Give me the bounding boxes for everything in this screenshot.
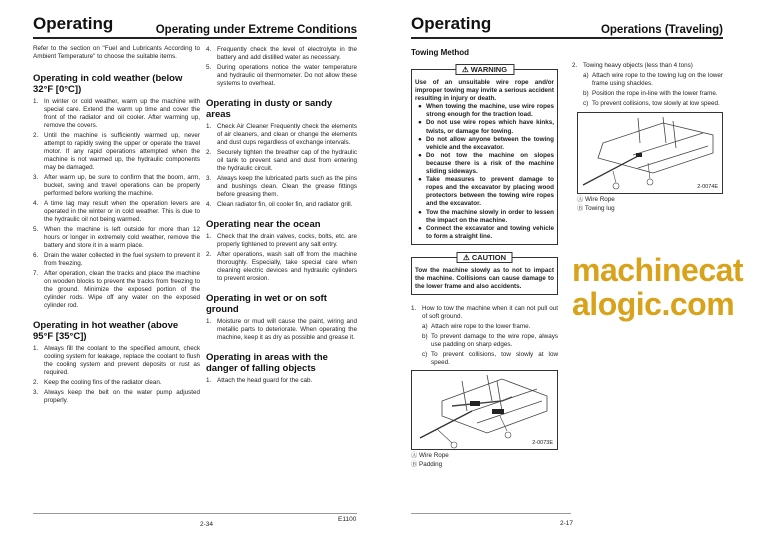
- warning-intro: Use of an unsuitable wire rope and/or improper towing may invite a serious accident resulting in injury or death.: [415, 79, 554, 103]
- figure-tow-heavy-objects: [577, 112, 723, 194]
- figure-legend: Ⓐ Wire Rope Ⓑ Padding: [411, 452, 449, 468]
- list-item: 1. Check that the drain valves, cocks, bolts, etc. are properly tightened to prevent any salt entry.: [206, 233, 357, 248]
- list-item: 2. Until the machine is sufficiently warmed up, never attempt to rapidly swing the upper or operate the travel motor. If any rapid operations attempted when the machine is not warmed up, the hydraulic components may be damaged.: [33, 132, 200, 171]
- warning-label: ⚠ WARNING: [455, 64, 514, 75]
- warning-bullet: ● Tow the machine slowly in order to lessen the impact on the machine.: [418, 208, 554, 224]
- left-section-title: Operating under Extreme Conditions: [155, 24, 357, 36]
- figure-tow-soft-ground: [411, 370, 558, 450]
- warning-box: [411, 65, 558, 245]
- list-item: 5. When the machine is left outside for more than 12 hours or longer in extremely cold weather, remove the battery and store it in a warm place.: [33, 226, 200, 249]
- list-item: 1. Attach the head guard for the cab.: [206, 377, 313, 384]
- right-page-title: Operating: [411, 14, 492, 33]
- caution-label: ⚠ CAUTION: [456, 252, 513, 263]
- list-item: b) To prevent damage to the wire rope, always use padding on sharp edges.: [422, 333, 558, 349]
- step-1: 1. How to tow the machine when it can not pull out of soft ground. a) Attach wire rope to the lower frame. b) To prevent damage to the wire rope, always use padding on sharp edges. c) To prevent collisions, tow slowly at low speed.: [411, 305, 558, 367]
- header-rule: [411, 37, 723, 39]
- cold-list: [33, 98, 200, 310]
- list-item: 3. Always keep the belt on the water pump adjusted properly.: [33, 389, 200, 404]
- cold-heading: Operating in cold weather (below 32°F [0°C]): [33, 73, 183, 95]
- left-page-number: 2-34: [200, 521, 214, 528]
- list-item: 2. After operations, wash salt off from the machine thoroughly. Especially, take special care when cleaning electric devices and hydraulic cylinders to prevent erosion.: [206, 251, 357, 282]
- list-item: 7. After operation, clean the tracks and place the machine on wooden blocks to prevent the tracks from freezing to the ground. Minimize the exposed portion of the cylinder rods. Wipe off any water on the exposed cylinder rod.: [33, 270, 200, 309]
- footer-rule: [33, 513, 357, 514]
- list-item: 4. Frequently check the level of electrolyte in the battery and add distilled water as necessary.: [206, 46, 357, 61]
- list-item: 3. Always keep the lubricated parts such as the pins and bushings clean. Clean the grease fittings before greasing them.: [206, 175, 357, 198]
- warning-bullet: ● When towing the machine, use wire ropes strong enough for the traction load.: [418, 103, 554, 119]
- list-item: 4. A time lag may result when the operation levers are operated in the winter or in cold weather. This is due to the hydraulic oil not being warmed.: [33, 200, 200, 223]
- towing-heading: Towing Method: [411, 48, 470, 57]
- hot-list: [33, 345, 200, 405]
- list-item: 1. Always fill the coolant to the specified amount, check cooling system for leakage, replace the coolant to flush the cooling system and prevent deposits or rust as required.: [33, 345, 200, 376]
- left-page-title: Operating: [33, 14, 114, 33]
- figure-legend: Ⓐ Wire Rope Ⓑ Towing lug: [577, 196, 615, 212]
- wet-heading: Operating in wet or on soft ground: [206, 293, 327, 315]
- warning-bullet: ● Connect the excavator and towing vehicle to form a straight line.: [418, 224, 554, 240]
- excavator-illustration: [412, 371, 557, 449]
- list-item: 2. Securely tighten the breather cap of the hydraulic oil tank to prevent sand and dust from entering the hydraulic circuit.: [206, 149, 357, 172]
- header-rule: [33, 37, 357, 39]
- right-left-column: [411, 48, 558, 469]
- step-2: 2. Towing heavy objects (less than 4 tons) a) Attach wire rope to the towing lug on the lower frame using shackles. b) Position the rope in-line with the lower frame. c) To prevent collisions, tow slowly at low speed.: [572, 62, 723, 107]
- ocean-heading: Operating near the ocean: [206, 219, 321, 230]
- warning-bullet: ● Do not tow the machine on slopes because there is a risk of the machine sliding sideways.: [418, 151, 554, 176]
- caution-text: Tow the machine slowly as to not to impact the machine. Collisions can cause damage to the lower frame and also accidents.: [415, 266, 554, 291]
- right-section-title: Operations (Traveling): [600, 24, 723, 36]
- list-item: c) To prevent collisions, tow slowly at low speed.: [422, 351, 558, 367]
- list-item: 3. After warm up, be sure to confirm that the boom, arm, bucket, swing and travel operations can be properly performed before working the machine.: [33, 174, 200, 197]
- list-item: b) Position the rope in-line with the lower frame.: [583, 90, 718, 97]
- middle-column: [206, 46, 357, 387]
- hot-heading: Operating in hot weather (above 95°F [35°C]): [33, 320, 179, 342]
- list-item: 2. Keep the cooling fins of the radiator clean.: [33, 379, 162, 386]
- falling-heading: Operating in areas with the danger of falling objects: [206, 352, 328, 374]
- list-item: a) Attach wire rope to the lower frame.: [422, 323, 531, 331]
- warning-bullet: ● Do not allow anyone between the towing vehicle and the excavator.: [418, 135, 554, 151]
- list-item: 1. Moisture or mud will cause the paint, wiring and metallic parts to deteriorate. When operating the machine, keep it as dry as possible and grease it.: [206, 318, 357, 341]
- list-item: 1. In winter or cold weather, warm up the machine with special care. Extend the warm up time and cover the front of the radiator and oil cooler. After warming up, remove the covers.: [33, 98, 200, 129]
- right-page-number: 2-17: [560, 520, 574, 527]
- list-item: c) To prevent collisions, tow slowly at low speed.: [583, 100, 720, 107]
- caution-box: [411, 252, 558, 295]
- list-item: a) Attach wire rope to the towing lug on the lower frame using shackles.: [583, 72, 723, 87]
- warning-bullet: ● Do not use wire ropes which have kinks, twists, or damage for towing.: [418, 119, 554, 135]
- left-column: [33, 45, 200, 407]
- model-code: E1100: [338, 516, 357, 523]
- figure-code: 2-0073E: [532, 440, 553, 447]
- excavator-illustration: [578, 113, 722, 193]
- list-item: 5. During operations notice the water temperature and hydraulic oil thermometer. Do not allow these systems to overheat.: [206, 64, 357, 87]
- list-item: 6. Drain the water collected in the fuel system to prevent it from freezing.: [33, 252, 200, 267]
- list-item: 1. Check Air Cleaner Frequently check the elements of air cleaners, and clean or change the elements and dust cups regardless of exchange intervals.: [206, 123, 357, 146]
- figure-code: 2-0074E: [697, 184, 718, 190]
- right-right-column: [572, 62, 758, 321]
- watermark: machinecatalogic.com: [572, 252, 744, 322]
- warning-bullet: ● Take measures to prevent damage to ropes and the excavator by placing wood protectors between the towing wire ropes and the excavator.: [418, 176, 554, 208]
- intro-text: Refer to the section on "Fuel and Lubricants According to Ambient Temperature" to choose the suitable items.: [33, 45, 200, 60]
- list-item: 4. Clean radiator fin, oil cooler fin, and radiator grill.: [206, 201, 353, 208]
- footer-rule: [411, 513, 571, 514]
- dusty-heading: Operating in dusty or sandy areas: [206, 98, 333, 120]
